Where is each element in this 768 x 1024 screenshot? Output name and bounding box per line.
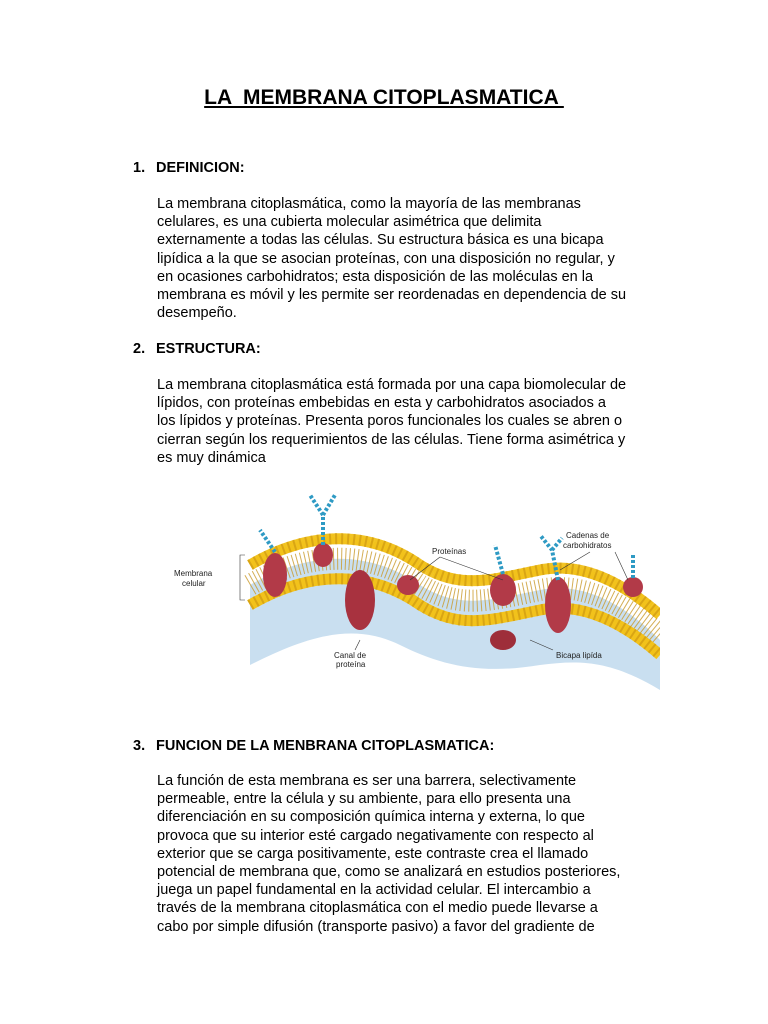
text-line: cabo por simple difusión (transporte pasivo) a favor del gradiente de (157, 918, 595, 935)
protein-shape (397, 575, 419, 595)
protein-channel-shape (345, 570, 375, 630)
paragraph-estructura (157, 376, 667, 467)
text-line: exterior que se carga positivamente, este contraste crea el llamado (157, 845, 589, 862)
text-line: membrana es móvil y les permite ser reordenadas en dependencia de su (157, 287, 627, 304)
text-line: celulares, es una cubierta molecular asimétrica que delimita (157, 214, 542, 231)
label-canal-2: proteína (336, 660, 366, 669)
text-line: La membrana citoplasmática está formada por una capa biomolecular de (157, 377, 627, 393)
text-line: juega un papel fundamental en la actividad celular. El intercambio a (157, 882, 591, 899)
protein-shape (263, 553, 287, 597)
section-title: ESTRUCTURA: (156, 341, 261, 357)
label-membrana-2: celular (182, 579, 206, 588)
paragraph-funcion (157, 772, 667, 936)
text-line: cierran según los requerimientos de las células. Tiene forma asimétrica y (157, 431, 626, 448)
label-membrana-1: Membrana (174, 569, 213, 578)
text-line: potencial de membrana que, como se analizará en estudios posteriores, (157, 864, 621, 881)
text-line: en ocasiones carbohidratos; esta disposición de las moléculas en la (157, 268, 594, 285)
text-line: permeable, entre la célula y su ambiente, para ello presenta una (157, 791, 571, 808)
protein-shape (490, 574, 516, 606)
text-line: es muy dinámica (157, 449, 266, 466)
text-line: externamente a todas las células. Su estructura básica es una bicapa (157, 232, 604, 249)
membrane-diagram (160, 490, 660, 705)
protein-shape (490, 630, 516, 650)
section-title: FUNCION DE LA MENBRANA CITOPLASMATICA: (156, 738, 495, 754)
paragraph-definicion (157, 195, 667, 322)
page-title: LA MEMBRANA CITOPLASMATICA (204, 86, 564, 109)
protein-shape (545, 577, 571, 633)
label-bicapa: Bicapa lipída (556, 651, 602, 660)
text-line: lipídica a la que se asocian proteínas, con una disposición no regular, y (157, 250, 615, 267)
protein-shape (313, 543, 333, 567)
text-line: diferenciación en su composición química interna y externa, lo que (157, 809, 585, 826)
section-heading-funcion (133, 738, 494, 754)
text-line: desempeño. (157, 305, 237, 322)
label-cadenas-2: carbohidratos (563, 541, 612, 550)
section-number: 3. (133, 738, 146, 754)
text-line: través de la membrana citoplasmática con el medio puede llevarse a (157, 900, 598, 917)
label-canal-1: Canal de (334, 651, 367, 660)
section-number: 1. (133, 160, 146, 176)
text-line: lípidos, con proteínas embebidas en esta y carbohidratos asociados a (157, 395, 606, 412)
text-line: los lípidos y proteínas. Presenta poros funcionales los cuales se abren o (157, 413, 623, 430)
section-title: DEFINICION: (156, 160, 245, 176)
text-line: La función de esta membrana es ser una barrera, selectivamente (157, 773, 577, 789)
section-number: 2. (133, 341, 146, 357)
label-proteinas: Proteínas (432, 547, 467, 556)
section-heading-definicion (133, 160, 245, 176)
text-line: La membrana citoplasmática, como la mayoría de las membranas (157, 196, 581, 212)
text-line: provoca que su interior esté cargado negativamente con respecto al (157, 827, 594, 844)
protein-shape (623, 577, 643, 597)
label-cadenas-1: Cadenas de (566, 531, 610, 540)
section-heading-estructura (133, 341, 261, 357)
